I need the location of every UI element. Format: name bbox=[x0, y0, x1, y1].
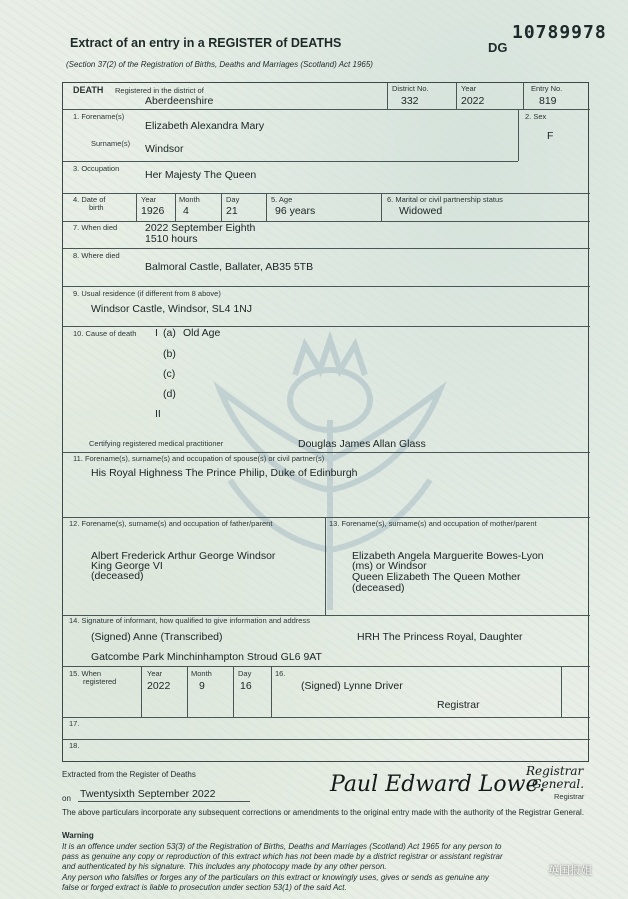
informant-signature: (Signed) Anne (Transcribed) bbox=[91, 631, 223, 643]
entry-no: 819 bbox=[539, 95, 557, 107]
forename-label: 1. Forename(s) bbox=[73, 112, 125, 121]
mother-line-3: Queen Elizabeth The Queen Mother bbox=[352, 571, 521, 583]
warning-title: Warning bbox=[62, 831, 94, 840]
cause-d-label: (d) bbox=[163, 388, 176, 400]
cause-b-label: (b) bbox=[163, 348, 176, 360]
reg-month-label: Month bbox=[191, 669, 212, 678]
cause-a-value: Old Age bbox=[183, 327, 221, 339]
cause-part-I: I bbox=[155, 327, 158, 339]
warning-line-5: false or forged extract is liable to prosecution under section 53(1) of the said Act. bbox=[62, 883, 347, 892]
death-label: DEATH bbox=[73, 85, 104, 95]
year-label: Year bbox=[461, 84, 477, 93]
cause-c-label: (c) bbox=[163, 368, 176, 380]
when-died-label: 7. When died bbox=[73, 223, 118, 232]
cause-label: 10. Cause of death bbox=[73, 329, 137, 338]
residence-label: 9. Usual residence (if different from 8 above) bbox=[73, 289, 221, 298]
warning-line-1: It is an offence under section 53(3) of the Registration of Births, Deaths and Marriages (Scotland) Act 1965 for any person to bbox=[62, 842, 502, 851]
dob-day-label: Day bbox=[226, 195, 240, 204]
district-no: 332 bbox=[401, 95, 419, 107]
mother-line-1: Elizabeth Angela Marguerite Bowes-Lyon bbox=[352, 550, 544, 562]
registrar-signed: (Signed) Lynne Driver bbox=[301, 680, 403, 692]
series-code: DG bbox=[488, 40, 508, 55]
practitioner-value: Douglas James Allan Glass bbox=[298, 438, 426, 450]
document-title: Extract of an entry in a REGISTER of DEATHS bbox=[70, 36, 342, 50]
district-label: Registered in the district of bbox=[115, 86, 204, 95]
extracted-label: Extracted from the Register of Deaths bbox=[62, 770, 196, 779]
document-subtitle: (Section 37(2) of the Registration of Births, Deaths and Marriages (Scotland) Act 1965) bbox=[66, 60, 373, 69]
occupation-value: Her Majesty The Queen bbox=[145, 169, 257, 181]
when-died-time: 1510 hours bbox=[145, 233, 198, 245]
mother-line-2: (ms) or Windsor bbox=[352, 560, 427, 572]
registered-label-2: registered bbox=[83, 677, 117, 686]
register-entry-form bbox=[62, 82, 589, 762]
mother-line-4: (deceased) bbox=[352, 582, 405, 594]
signature-title-2: General. bbox=[532, 777, 585, 791]
district-no-label: District No. bbox=[392, 84, 429, 93]
age-label: 5. Age bbox=[271, 195, 293, 204]
spouse-value: His Royal Highness The Prince Philip, Duke of Edinburgh bbox=[91, 467, 358, 479]
registrar-label: Registrar bbox=[437, 699, 480, 711]
informant-label: 14. Signature of informant, how qualified to give information and address bbox=[69, 616, 310, 625]
watermark-logo: 英国报姐 bbox=[548, 865, 592, 877]
informant-qualification: HRH The Princess Royal, Daughter bbox=[357, 631, 523, 643]
dob-year-label: Year bbox=[141, 195, 157, 204]
printed-registrar-label: Registrar bbox=[554, 792, 585, 801]
when-died-date: 2022 September Eighth bbox=[145, 222, 256, 234]
where-died-label: 8. Where died bbox=[73, 251, 120, 260]
marital-label: 6. Marital or civil partnership status bbox=[387, 195, 503, 204]
dob-day: 21 bbox=[226, 205, 238, 217]
marital-value: Widowed bbox=[399, 205, 443, 217]
cause-part-II: II bbox=[155, 408, 161, 420]
age-value: 96 years bbox=[275, 205, 316, 217]
practitioner-label: Certifying registered medical practitioner bbox=[89, 439, 224, 448]
field-18-label: 18. bbox=[69, 741, 80, 750]
field-17-label: 17. bbox=[69, 719, 80, 728]
district-name: Aberdeenshire bbox=[145, 95, 214, 107]
father-line-1: Albert Frederick Arthur George Windsor bbox=[91, 550, 276, 562]
registrar-general-signature: Paul Edward Lowe. bbox=[330, 772, 546, 797]
reg-day: 16 bbox=[240, 680, 252, 692]
warning-line-2: pass as genuine any copy or reproduction of this extract which has not been made by a district registrar or assistant registrar bbox=[62, 852, 503, 861]
registered-label-1: 15. When bbox=[69, 669, 102, 678]
residence-value: Windsor Castle, Windsor, SL4 1NJ bbox=[91, 303, 253, 315]
dob-label-2: birth bbox=[89, 203, 104, 212]
extract-date: Twentysixth September 2022 bbox=[80, 788, 216, 800]
field-16-label: 16. bbox=[275, 669, 286, 678]
reg-day-label: Day bbox=[238, 669, 252, 678]
signature-title-1: Registrar bbox=[526, 764, 584, 778]
entry-no-label: Entry No. bbox=[531, 84, 563, 93]
sex-value: F bbox=[547, 130, 554, 142]
reg-year-label: Year bbox=[147, 669, 163, 678]
where-died-value: Balmoral Castle, Ballater, AB35 5TB bbox=[145, 261, 314, 273]
reg-month: 9 bbox=[199, 680, 205, 692]
father-line-2: King George VI bbox=[91, 560, 163, 572]
father-line-3: (deceased) bbox=[91, 570, 144, 582]
registration-year: 2022 bbox=[461, 95, 485, 107]
warning-line-3: and authenticated by his signature. This includes any photocopy made by any other person. bbox=[62, 862, 387, 871]
warning-line-4: Any person who falsifies or forges any of the particulars on this extract or knowingly uses, gives or sends as genuine any bbox=[62, 873, 489, 882]
informant-address: Gatcombe Park Minchinhampton Stroud GL6 9AT bbox=[91, 651, 322, 663]
dob-month-label: Month bbox=[179, 195, 200, 204]
occupation-label: 3. Occupation bbox=[73, 164, 120, 173]
on-label: on bbox=[62, 794, 71, 803]
mother-label: 13. Forename(s), surname(s) and occupation of mother/parent bbox=[329, 519, 537, 528]
surname-value: Windsor bbox=[145, 143, 184, 155]
dob-year: 1926 bbox=[141, 205, 165, 217]
surname-label: Surname(s) bbox=[91, 139, 131, 148]
dob-label-1: 4. Date of bbox=[73, 195, 106, 204]
reg-year: 2022 bbox=[147, 680, 171, 692]
forename-value: Elizabeth Alexandra Mary bbox=[145, 120, 265, 132]
particulars-note: The above particulars incorporate any subsequent corrections or amendments to the original entry made with the authority of the Registrar General. bbox=[62, 808, 585, 817]
sex-label: 2. Sex bbox=[525, 112, 547, 121]
cause-a-label: (a) bbox=[163, 327, 176, 339]
father-label: 12. Forename(s), surname(s) and occupation of father/parent bbox=[69, 519, 273, 528]
serial-number: 10789978 bbox=[512, 22, 607, 43]
dob-month: 4 bbox=[183, 205, 189, 217]
spouse-label: 11. Forename(s), surname(s) and occupation of spouse(s) or civil partner(s) bbox=[73, 454, 325, 463]
